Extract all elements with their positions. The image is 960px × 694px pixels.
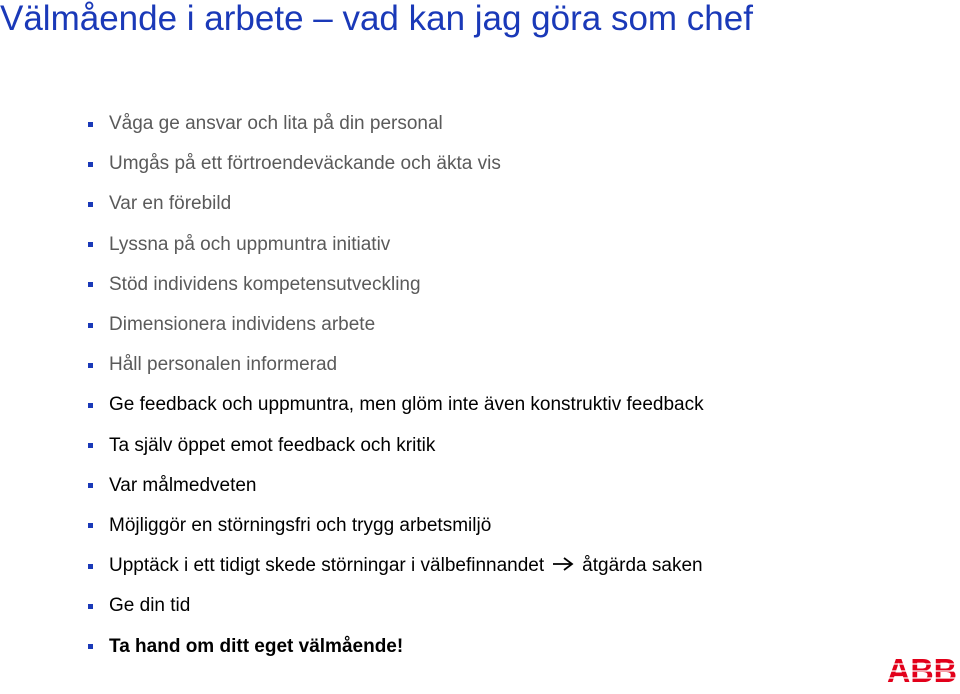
- arrow-right-icon: [552, 556, 574, 577]
- abb-logo-graphic: [886, 655, 958, 685]
- bullet-list: [88, 104, 704, 667]
- item-text: Håll personalen informerad: [109, 354, 338, 376]
- list-item: [88, 305, 704, 345]
- square-bullet-icon: [88, 242, 93, 247]
- list-item: [88, 345, 704, 385]
- item-text: Ta hand om ditt eget välmående!: [109, 635, 404, 657]
- item-text-before-arrow: Upptäck i ett tidigt skede störningar i välbefinnandet: [109, 555, 545, 577]
- list-item: [88, 184, 704, 224]
- square-bullet-icon: [88, 162, 93, 167]
- square-bullet-icon: [88, 403, 93, 408]
- square-bullet-icon: [88, 202, 93, 207]
- item-text: Ge din tid: [109, 595, 191, 617]
- slide-title: Välmående i arbete – vad kan jag göra som chef: [0, 0, 753, 38]
- item-text: Ta själv öppet emot feedback och kritik: [109, 434, 436, 456]
- square-bullet-icon: [88, 363, 93, 368]
- square-bullet-icon: [88, 483, 93, 488]
- item-text: Lyssna på och uppmuntra initiativ: [109, 233, 391, 255]
- item-text: Umgås på ett förtroendeväckande och äkta vis: [109, 153, 501, 175]
- list-item: [88, 466, 704, 506]
- list-item: [88, 506, 704, 546]
- square-bullet-icon: [88, 523, 93, 528]
- list-item: [88, 385, 704, 425]
- square-bullet-icon: [88, 644, 93, 649]
- list-item: [88, 626, 704, 666]
- list-item: [88, 144, 704, 184]
- square-bullet-icon: [88, 122, 93, 127]
- square-bullet-icon: [88, 282, 93, 287]
- item-text: Var målmedveten: [109, 474, 257, 496]
- square-bullet-icon: [88, 443, 93, 448]
- list-item: [88, 225, 704, 265]
- item-text-after-arrow: åtgärda saken: [582, 555, 703, 577]
- list-item: [88, 426, 704, 466]
- item-text: Var en förebild: [109, 193, 232, 215]
- square-bullet-icon: [88, 604, 93, 609]
- list-item: [88, 104, 704, 144]
- list-item: [88, 586, 704, 626]
- svg-text:ABB: ABB: [887, 655, 957, 685]
- abb-logo: [886, 655, 958, 690]
- list-item: [88, 546, 704, 586]
- item-text: Stöd individens kompetensutveckling: [109, 273, 421, 295]
- item-text: Ge feedback och uppmuntra, men glöm inte även konstruktiv feedback: [109, 394, 704, 416]
- list-item: [88, 265, 704, 305]
- item-text: Dimensionera individens arbete: [109, 314, 376, 336]
- item-text: Våga ge ansvar och lita på din personal: [109, 113, 443, 135]
- item-text: Möjliggör en störningsfri och trygg arbetsmiljö: [109, 514, 492, 536]
- square-bullet-icon: [88, 564, 93, 569]
- square-bullet-icon: [88, 323, 93, 328]
